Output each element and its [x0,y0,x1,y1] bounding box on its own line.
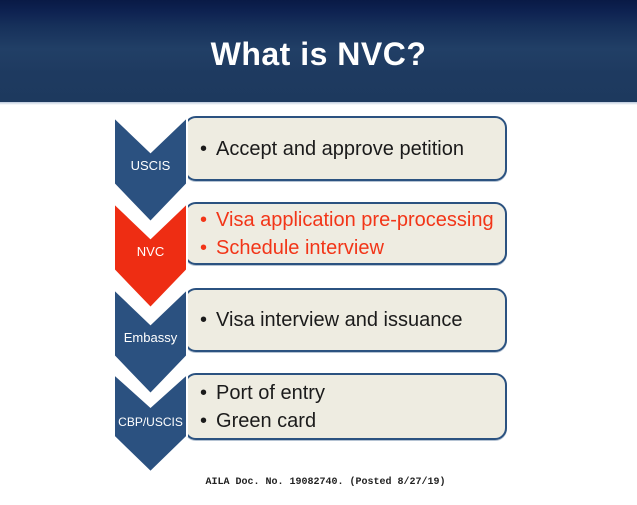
bullet-item [200,407,505,435]
stage-label: USCIS [130,158,171,173]
process-box-cbp-uscis [184,373,507,440]
stage-chevron-uscis [113,116,188,223]
header-divider [0,102,637,105]
bullet-item [200,306,505,334]
bullet-text: Green card [216,409,317,432]
bullet-icon: • [200,236,208,259]
slide-title: What is NVC? [210,36,427,72]
bullet-text: Port of entry [216,381,325,404]
stage-label: NVC [136,244,165,259]
process-box-uscis [184,116,507,181]
bullet-item [200,234,505,262]
stage-label: CBP/USCIS [118,415,183,429]
bullet-text: Schedule interview [216,236,384,259]
bullet-text: Visa application pre-processing [216,208,494,231]
stage-label: Embassy [123,330,178,345]
process-box-embassy [184,288,507,352]
bullet-item [200,379,505,407]
bullet-icon: • [200,309,208,331]
bullet-item [200,206,505,234]
process-box-nvc [184,202,507,265]
bullet-text: Accept and approve petition [216,137,464,160]
bullet-icon: • [200,381,208,404]
bullet-icon: • [200,137,208,160]
doc-reference: AILA Doc. No. 19082740. (Posted 8/27/19) [205,477,446,488]
bullet-item [200,135,505,163]
bullet-text: Visa interview and issuance [216,309,463,331]
bullet-icon: • [200,409,208,432]
bullet-icon: • [200,208,208,231]
